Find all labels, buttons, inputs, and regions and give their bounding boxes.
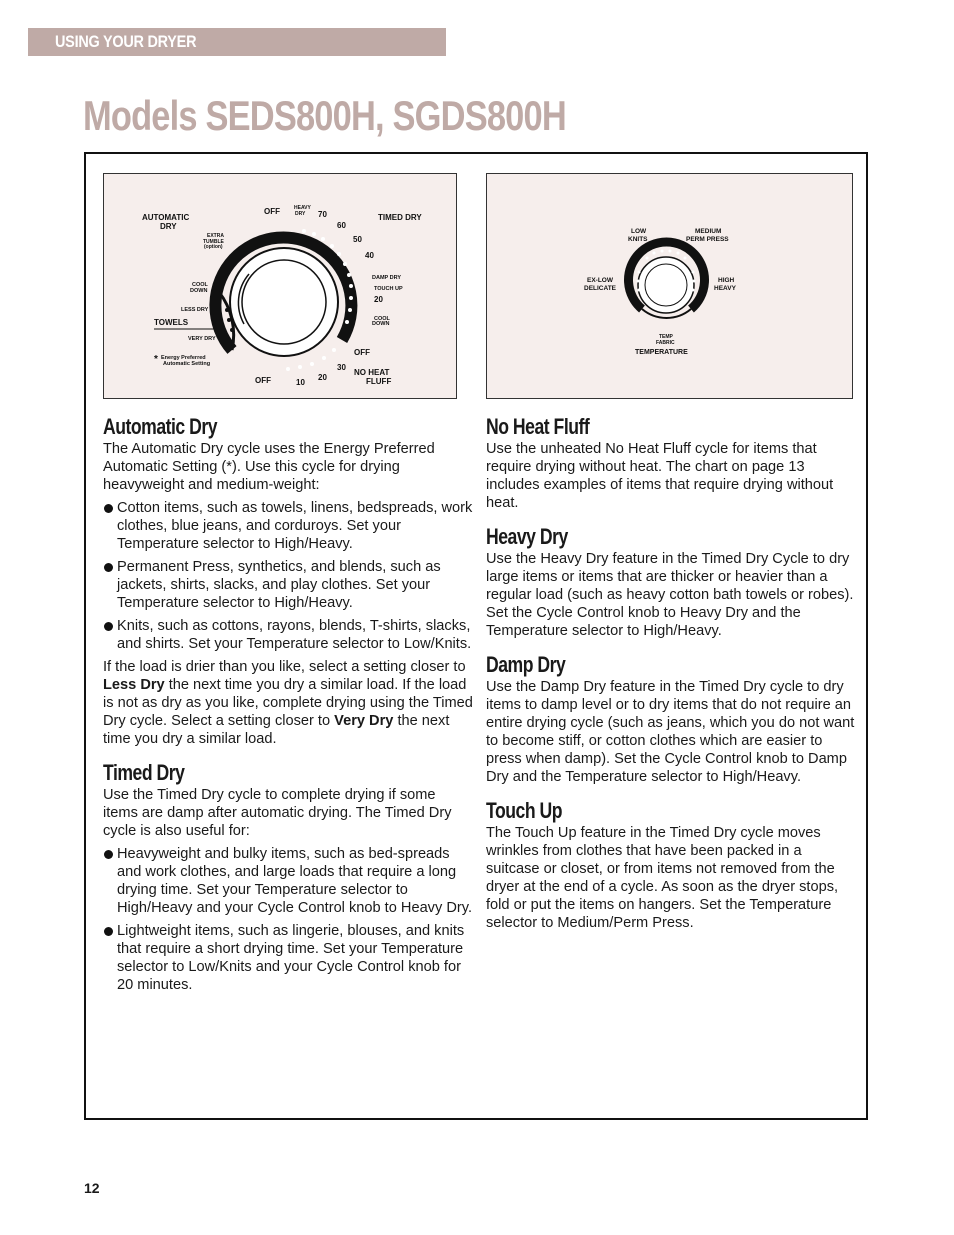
label-automatic-setting: Automatic Setting bbox=[163, 361, 211, 367]
damp-dry-heading: Damp Dry bbox=[486, 652, 566, 677]
label-40: 40 bbox=[365, 251, 374, 260]
label-temperature: TEMPERATURE bbox=[635, 349, 688, 356]
no-heat-fluff-heading: No Heat Fluff bbox=[486, 414, 590, 439]
label-fabric: FABRIC bbox=[656, 340, 675, 346]
label-touch-up: TOUCH UP bbox=[374, 286, 403, 292]
page-title: Models SEDS800H, SGDS800H bbox=[83, 92, 566, 139]
cycle-control-dial-panel bbox=[103, 173, 457, 399]
label-down-right: DOWN bbox=[372, 321, 390, 327]
page-number: 12 bbox=[84, 1180, 100, 1196]
section-banner bbox=[28, 28, 446, 56]
no-heat-fluff-body: Use the unheated No Heat Fluff cycle for items that require drying without heat. The chart on page 13 includes examples of items that require drying without heat. bbox=[486, 441, 834, 511]
label-perm-press: PERM PRESS bbox=[686, 236, 729, 243]
automatic-dry-intro: The Automatic Dry cycle uses the Energy Preferred Automatic Setting (*). Use this cycle for drying heavyweight and medium-weight: bbox=[103, 441, 435, 493]
right-column bbox=[486, 414, 856, 932]
list-item: Permanent Press, synthetics, and blends, such as jackets, shirts, slacks, and play clothes. Set your Temperature selector to High/Heavy. bbox=[103, 558, 473, 612]
outro-very-dry: Very Dry bbox=[334, 713, 394, 729]
label-star: * bbox=[212, 317, 217, 331]
timed-dry-heading: Timed Dry bbox=[103, 760, 185, 785]
outro-text-3: the next time you dry a similar load. bbox=[103, 713, 450, 747]
automatic-dry-heading: Automatic Dry bbox=[103, 414, 218, 439]
label-60: 60 bbox=[337, 221, 346, 230]
label-heavy-temp: HEAVY bbox=[714, 285, 736, 292]
label-dry: DRY bbox=[160, 222, 177, 231]
label-damp-dry: DAMP DRY bbox=[372, 275, 402, 281]
section-label: USING YOUR DRYER bbox=[55, 32, 197, 51]
label-star-legend: * bbox=[154, 354, 158, 365]
outro-text-2: the next time you dry a similar load. If the load is not as dry as you like, complete drying using the Timed Dry cycle. Select a setting closer to bbox=[103, 677, 473, 729]
label-heavy-dry: DRY bbox=[295, 211, 306, 217]
heavy-dry-body: Use the Heavy Dry feature in the Timed Dry Cycle to dry large items or items that are thicker or heavier than a regular load (such as heavy cotton bath towels or robes). Set the Cycle Control knob to Heavy Dry and the Temperature selector to High/Heavy. bbox=[486, 551, 854, 639]
label-off-top: OFF bbox=[264, 207, 280, 216]
automatic-dry-list bbox=[103, 499, 473, 653]
label-very-dry: VERY DRY bbox=[188, 336, 216, 342]
label-delicate: DELICATE bbox=[584, 285, 617, 292]
label-10: 10 bbox=[296, 378, 305, 387]
label-70: 70 bbox=[318, 210, 327, 219]
label-heavy: HEAVY bbox=[294, 205, 311, 211]
automatic-dry-outro bbox=[103, 658, 473, 748]
label-energy-preferred: Energy Preferred bbox=[161, 355, 206, 361]
label-30: 30 bbox=[337, 363, 346, 372]
label-no-heat: NO HEAT bbox=[354, 368, 390, 377]
label-ex-low: EX-LOW bbox=[587, 277, 613, 284]
temp-dial-knob bbox=[645, 264, 687, 306]
list-item: Cotton items, such as towels, linens, bedspreads, work clothes, blue jeans, and corduroys. Set your Temperature selector to High/Heavy. bbox=[103, 499, 473, 553]
label-medium: MEDIUM bbox=[695, 228, 722, 235]
label-automatic: AUTOMATIC bbox=[142, 213, 190, 222]
label-option: (option) bbox=[204, 244, 223, 250]
touch-up-body: The Touch Up feature in the Timed Dry cycle moves wrinkles from clothes that have been packed in a suitcase or closet, or from items not removed from the dryer at the end of a cycle. As soon as the dryer stops, fold or put the items on hangers. Set the Temperature selector to Medium/Perm Press. bbox=[486, 825, 839, 931]
cycle-control-dial bbox=[104, 174, 456, 398]
label-timed-dry: TIMED DRY bbox=[378, 213, 422, 222]
label-high: HIGH bbox=[718, 277, 735, 284]
outro-less-dry: Less Dry bbox=[103, 677, 165, 693]
label-off-right: OFF bbox=[354, 348, 370, 357]
temperature-dial-panel bbox=[486, 173, 853, 399]
list-item: Knits, such as cottons, rayons, blends, T-shirts, slacks, and shirts. Set your Temperature selector to Low/Knits. bbox=[103, 617, 473, 653]
label-extra: EXTRA bbox=[207, 233, 224, 239]
temperature-dial bbox=[487, 174, 852, 398]
dial-knob bbox=[242, 260, 326, 344]
label-less-dry: LESS DRY bbox=[181, 307, 209, 313]
list-item: Heavyweight and bulky items, such as bed-spreads and work clothes, and large loads that require a long drying time. Set your Temperature selector to High/Heavy and your Cycle Control knob to Heavy Dry. bbox=[103, 845, 473, 917]
label-low: LOW bbox=[631, 228, 647, 235]
label-off-bottom: OFF bbox=[255, 376, 271, 385]
touch-up-heading: Touch Up bbox=[486, 798, 562, 823]
label-towels: TOWELS bbox=[154, 318, 189, 327]
label-cool-left: COOL bbox=[192, 282, 208, 288]
label-down-left: DOWN bbox=[190, 288, 208, 294]
outro-text-1: If the load is drier than you like, select a setting closer to bbox=[103, 659, 466, 675]
label-temp: TEMP bbox=[659, 334, 673, 340]
heavy-dry-heading: Heavy Dry bbox=[486, 524, 568, 549]
timed-dry-intro: Use the Timed Dry cycle to complete drying if some items are damp after automatic drying. The Timed Dry cycle is also useful for: bbox=[103, 787, 452, 839]
list-item: Lightweight items, such as lingerie, blouses, and knits that require a short drying time. Set your Temperature selector to Low/Knits and your Cycle Control knob for 20 minutes. bbox=[103, 922, 473, 994]
damp-dry-body: Use the Damp Dry feature in the Timed Dry cycle to dry items to damp level or to dry items that do not require an entire drying cycle (such as jeans, which you do not want to become stiff, or cotton clothes which are easier to press when damp). Set the Cycle Control knob to Damp Dry and the Temperature selector to High/Heavy. bbox=[486, 679, 855, 785]
label-fluff: FLUFF bbox=[366, 377, 392, 386]
timed-dry-list bbox=[103, 845, 473, 994]
label-tumble: TUMBLE bbox=[203, 239, 224, 245]
label-20-bottom: 20 bbox=[318, 373, 327, 382]
label-20-right: 20 bbox=[374, 295, 383, 304]
label-knits: KNITS bbox=[628, 236, 648, 243]
left-column bbox=[103, 414, 473, 999]
label-50: 50 bbox=[353, 235, 362, 244]
label-cool-right: COOL bbox=[374, 316, 390, 322]
